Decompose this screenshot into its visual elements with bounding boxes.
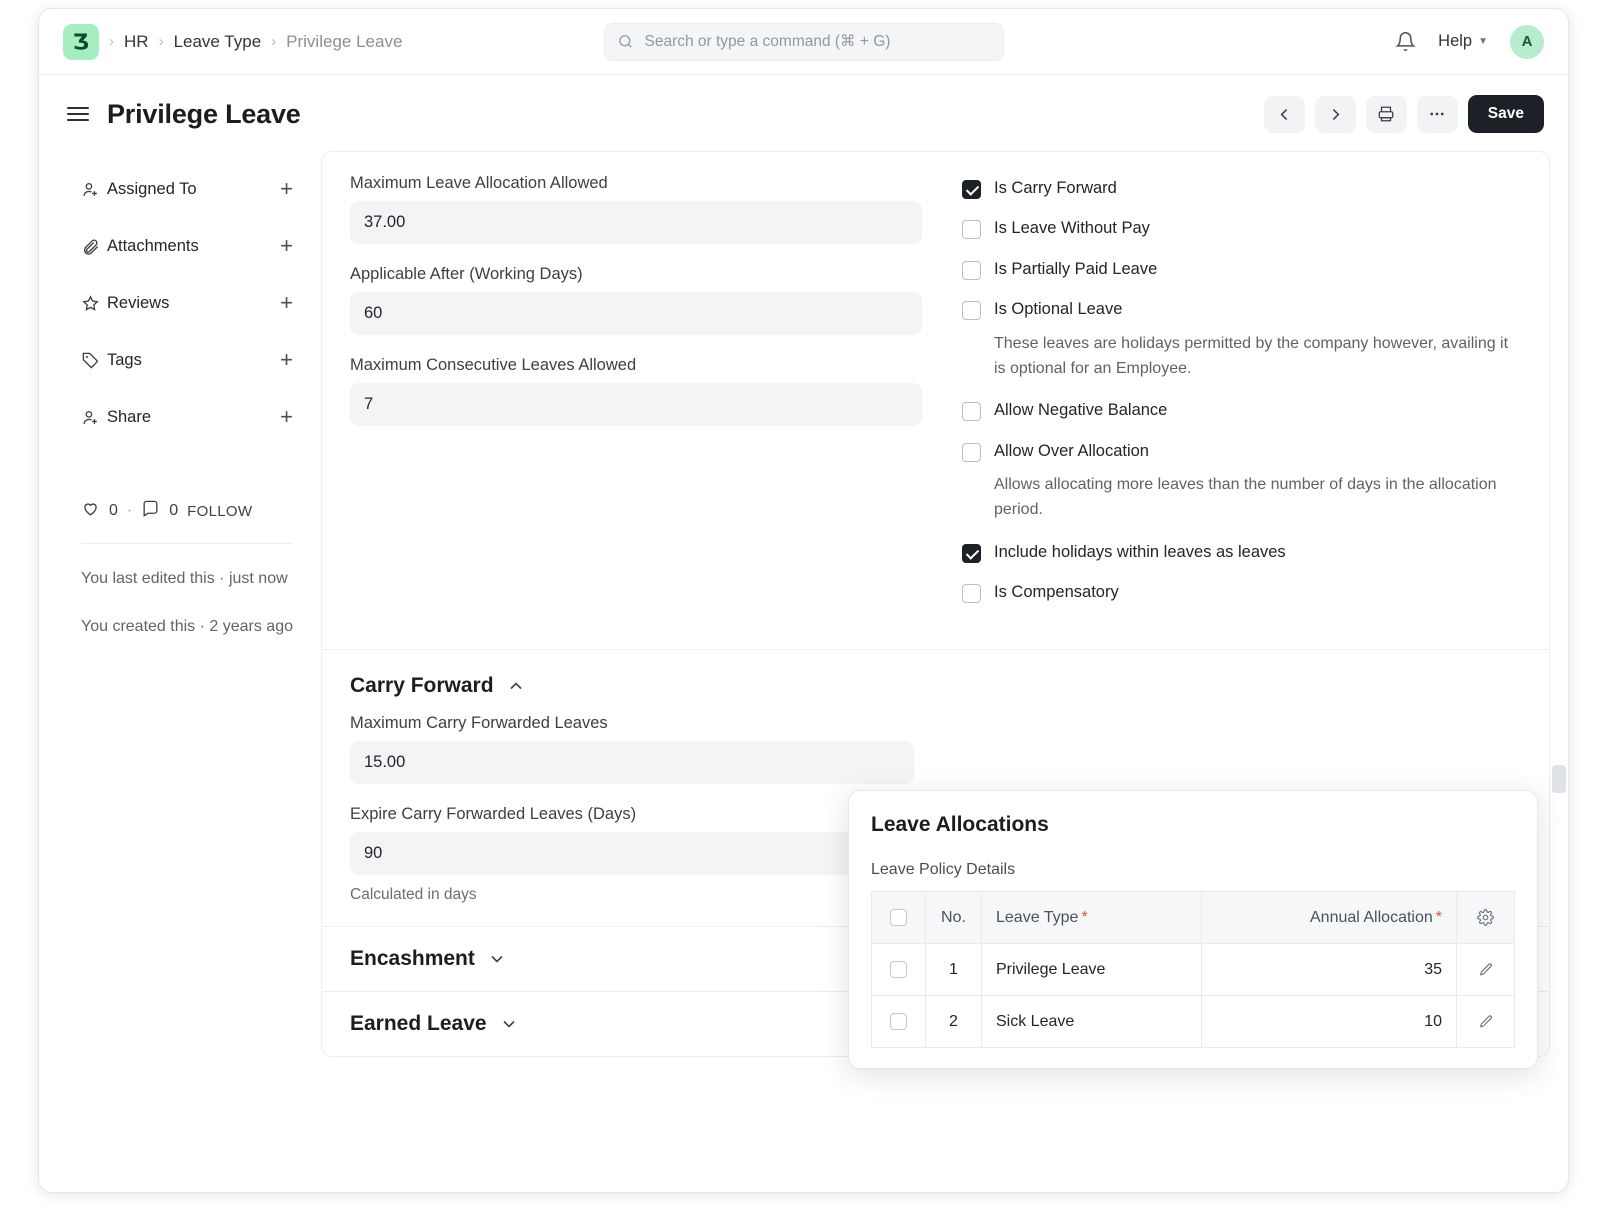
sidebar-item-reviews[interactable] [81,283,293,323]
sidebar-toggle-icon[interactable] [67,107,89,121]
checkbox-label: Is Partially Paid Leave [994,259,1158,278]
checkbox-label: Is Optional Leave [994,300,1123,319]
section-title: Carry Forward [350,673,494,697]
checkbox-row-is-carry-forward[interactable] [962,178,1521,199]
breadcrumb-item-current: Privilege Leave [286,31,403,51]
breadcrumb-separator: › [158,33,164,50]
row-select-cell[interactable] [872,996,926,1048]
save-button[interactable]: Save [1468,95,1544,133]
comment-count: 0 [169,502,179,519]
checkbox-label: Is Carry Forward [994,179,1117,197]
expire-carry-forwarded-note: Calculated in days [350,885,477,903]
created-text: You created this · 2 years ago [81,618,293,636]
row-number: 2 [926,996,982,1048]
checkbox-is-partially-paid-leave[interactable] [962,261,981,280]
sidebar [39,147,321,1057]
form-right-column [962,174,1521,623]
help-label: Help [1438,32,1473,50]
gear-icon[interactable] [1471,909,1500,926]
table-row[interactable] [872,996,1515,1048]
sidebar-item-tags[interactable] [81,340,293,380]
sidebar-item-label: Attachments [107,236,199,255]
form-top-section [322,152,1549,649]
row-edit-cell[interactable] [1457,944,1515,996]
chevron-down-icon: ▼ [1478,36,1488,47]
notifications-bell-icon[interactable] [1395,31,1416,52]
checkbox-row-include-holidays[interactable] [962,542,1521,563]
checkbox-label: Is Compensatory [994,583,1119,602]
scrollbar-thumb[interactable] [1552,765,1566,793]
help-menu[interactable] [1438,32,1488,51]
next-document-button[interactable] [1315,96,1356,133]
row-checkbox[interactable] [890,1013,907,1030]
leave-allocations-dialog [848,790,1538,1069]
like-comment-row [81,499,293,544]
required-asterisk: * [1435,908,1442,926]
applicable-after-input[interactable] [350,292,922,335]
app-logo[interactable]: Ʒ [63,24,99,60]
checkbox-row-is-optional-leave[interactable] [962,299,1521,320]
leave-policy-details-label: Leave Policy Details [871,861,1016,878]
checkbox-label: Allow Over Allocation [994,441,1149,460]
top-bar-actions [1395,25,1544,59]
column-settings-header[interactable] [1457,892,1515,944]
tag-icon [81,351,107,370]
add-review-icon[interactable]: + [280,290,293,315]
checkbox-is-carry-forward[interactable] [962,180,981,199]
sidebar-meta [81,499,293,641]
share-user-icon [81,408,107,427]
column-header-leave-type [982,892,1202,944]
chevron-up-icon[interactable] [506,676,526,696]
expire-carry-forwarded-input[interactable] [350,832,914,875]
applicable-after-label: Applicable After (Working Days) [350,265,583,283]
chevron-down-icon[interactable] [499,1014,519,1034]
allow-over-allocation-help-text: Allows allocating more leaves than the number of days in the allocation period. [994,476,1497,519]
column-header-annual-allocation-label: Annual Allocation [1310,908,1433,926]
heart-icon[interactable] [81,499,100,523]
cell-annual-allocation[interactable]: 35 [1201,944,1456,996]
page-header-actions [1264,95,1544,133]
breadcrumb-separator: › [271,33,277,50]
star-icon [81,294,107,313]
checkbox-label: Include holidays within leaves as leaves [994,542,1286,561]
paperclip-icon [81,237,107,256]
page-header [39,75,1568,147]
max-consecutive-leaves-input[interactable] [350,383,922,426]
checkbox-row-allow-over-allocation[interactable] [962,441,1521,462]
max-leave-allocation-label: Maximum Leave Allocation Allowed [350,174,608,192]
checkbox-label: Allow Negative Balance [994,401,1168,420]
max-leave-allocation-input[interactable] [350,201,922,244]
chevron-down-icon[interactable] [487,949,507,969]
row-number: 1 [926,944,982,996]
max-carry-forwarded-input[interactable] [350,741,914,784]
table-row[interactable] [872,944,1515,996]
sidebar-item-share[interactable] [81,397,293,437]
meta-separator: · [126,502,133,519]
form-left-column [350,174,922,623]
add-assignment-icon[interactable]: + [280,176,293,201]
column-header-annual-allocation [1201,892,1456,944]
dialog-title: Leave Allocations [871,813,1049,836]
search-icon [617,33,634,50]
sidebar-item-attachments[interactable] [81,226,293,266]
checkbox-row-is-leave-without-pay[interactable] [962,218,1521,239]
like-count: 0 [109,502,118,519]
more-options-button[interactable] [1417,96,1458,133]
add-attachment-icon[interactable]: + [280,233,293,258]
is-optional-leave-help-text: These leaves are holidays permitted by the company however, availing it is optional for an Employee. [994,334,1509,377]
row-checkbox[interactable] [890,961,907,978]
sidebar-item-label: Reviews [107,293,170,312]
column-header-leave-type-label: Leave Type [996,908,1079,926]
breadcrumb-item-hr[interactable]: HR [124,31,149,51]
sidebar-item-label: Assigned To [107,179,197,198]
checkbox-is-compensatory[interactable] [962,584,981,603]
pencil-icon[interactable] [1471,1014,1500,1030]
checkbox-row-is-partially-paid-leave[interactable] [962,259,1521,280]
required-asterisk: * [1081,908,1088,926]
follow-button[interactable]: FOLLOW [187,502,253,520]
sidebar-item-label: Tags [107,350,142,369]
leave-policy-details-table [871,891,1515,1048]
top-bar [39,9,1568,75]
pencil-icon[interactable] [1471,962,1500,978]
search-bar[interactable] [604,23,1004,61]
breadcrumb-item-leave-type[interactable]: Leave Type [173,31,262,51]
max-carry-forwarded-label: Maximum Carry Forwarded Leaves [350,713,608,732]
checkbox-is-optional-leave[interactable] [962,301,981,320]
row-edit-cell[interactable] [1457,996,1515,1048]
checkbox-label: Is Leave Without Pay [994,219,1150,238]
section-title: Encashment [350,946,475,970]
previous-document-button[interactable] [1264,96,1305,133]
checkbox-row-is-compensatory[interactable] [962,582,1521,603]
checkbox-allow-over-allocation[interactable] [962,443,981,462]
checkbox-include-holidays[interactable] [962,544,981,563]
page-title: Privilege Leave [107,98,301,129]
comment-icon[interactable] [141,499,160,523]
section-header-carry-forward[interactable] [322,650,1549,706]
avatar[interactable]: A [1510,25,1544,59]
select-all-checkbox[interactable] [890,909,907,926]
table-header-row [872,892,1515,944]
select-all-header[interactable] [872,892,926,944]
add-tag-icon[interactable]: + [280,347,293,372]
table-body [872,944,1515,1048]
cell-leave-type[interactable]: Privilege Leave [982,944,1202,996]
row-select-cell[interactable] [872,944,926,996]
checkbox-row-allow-negative-balance[interactable] [962,400,1521,421]
checkbox-allow-negative-balance[interactable] [962,402,981,421]
cell-leave-type[interactable]: Sick Leave [982,996,1202,1048]
add-share-icon[interactable]: + [280,404,293,429]
print-button[interactable] [1366,96,1407,133]
last-edited-text: You last edited this · just now [81,570,288,587]
breadcrumb-separator: › [109,33,114,50]
sidebar-item-assigned-to[interactable] [81,169,293,209]
assign-user-icon [81,180,107,199]
section-title: Earned Leave [350,1011,487,1035]
column-header-no: No. [926,892,982,944]
max-consecutive-leaves-label: Maximum Consecutive Leaves Allowed [350,356,637,374]
checkbox-is-leave-without-pay[interactable] [962,220,981,239]
sidebar-item-label: Share [107,407,152,426]
search-input[interactable] [643,32,991,52]
cell-annual-allocation[interactable]: 10 [1201,996,1456,1048]
expire-carry-forwarded-label: Expire Carry Forwarded Leaves (Days) [350,804,637,823]
